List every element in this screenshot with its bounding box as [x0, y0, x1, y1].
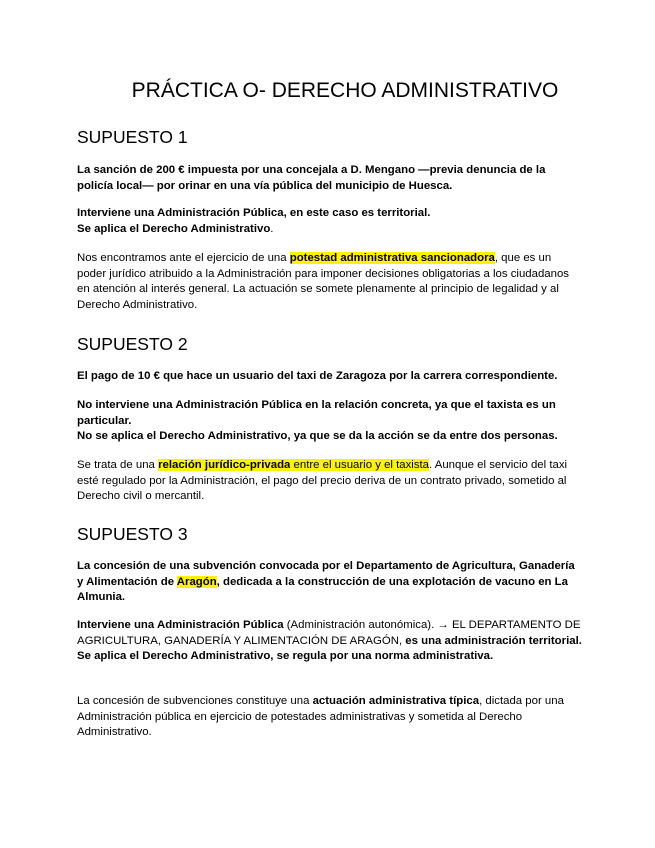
highlight: relación jurídico-privada: [158, 459, 291, 471]
highlight: Aragón: [176, 575, 217, 588]
section-2-explanation: Se trata de una relación jurídico-privada entre el usuario y el taxista. Aunque el servicio del taxi esté regulado por la Administración, el pago del precio deriva de un contrato privado, sometido al Derecho civil o mercantil.: [77, 459, 568, 502]
highlight: potestad administrativa sancionadora: [289, 252, 495, 264]
page-title: PRÁCTICA O- DERECHO ADMINISTRATIVO: [131, 79, 559, 102]
section-3-analysis: Interviene una Administración Pública (Administración autonómica). → EL DEPARTAMENTO DE AGRICULTURA, GANADERÍA Y ALIMENTACIÓN DE ARAGÓN, es una administración territorial. Se aplica el Derecho Administrativo, se regula por una norma administrativa.: [77, 619, 582, 662]
section-1-facts: La sanción de 200 € impuesta por una concejala a D. Mengano —previa denuncia de la policía local— por orinar en una vía pública del municipio de Huesca.: [77, 164, 546, 192]
section-1-analysis: Interviene una Administración Pública, en este caso es territorial. Se aplica el Derecho Administrativo.: [77, 207, 431, 235]
section-3-explanation: La concesión de subvenciones constituye una actuación administrativa típica, dictada por una Administración pública en ejercicio de potestades administrativas y sometida al Derecho Administrativo.: [77, 695, 564, 738]
section-3-heading: SUPUESTO 3: [77, 524, 188, 544]
section-1-explanation: Nos encontramos ante el ejercicio de una potestad administrativa sancionadora, que es un poder jurídico atribuido a la Administración para imponer decisiones obligatorias a los ciudadanos en atención al interés general. La actuación se somete plenamente al principio de legalidad y al Derecho Administrativo.: [77, 252, 569, 311]
highlight: entre el usuario y el taxista: [290, 459, 430, 471]
section-2-analysis: No interviene una Administración Pública en la relación concreta, ya que el taxista es un particular. No se aplica el Derecho Administrativo, ya que se da la acción se da entre dos personas.: [77, 399, 558, 442]
section-1-heading: SUPUESTO 1: [77, 127, 188, 147]
section-2-heading: SUPUESTO 2: [77, 334, 188, 354]
section-2-facts: El pago de 10 € que hace un usuario del taxi de Zaragoza por la carrera correspondiente.: [77, 370, 558, 382]
section-3-facts: La concesión de una subvención convocada por el Departamento de Agricultura, Ganadería y Alimentación de Aragón, dedicada a la construcción de una explotación de vacuno en La Almunia.: [77, 560, 575, 603]
